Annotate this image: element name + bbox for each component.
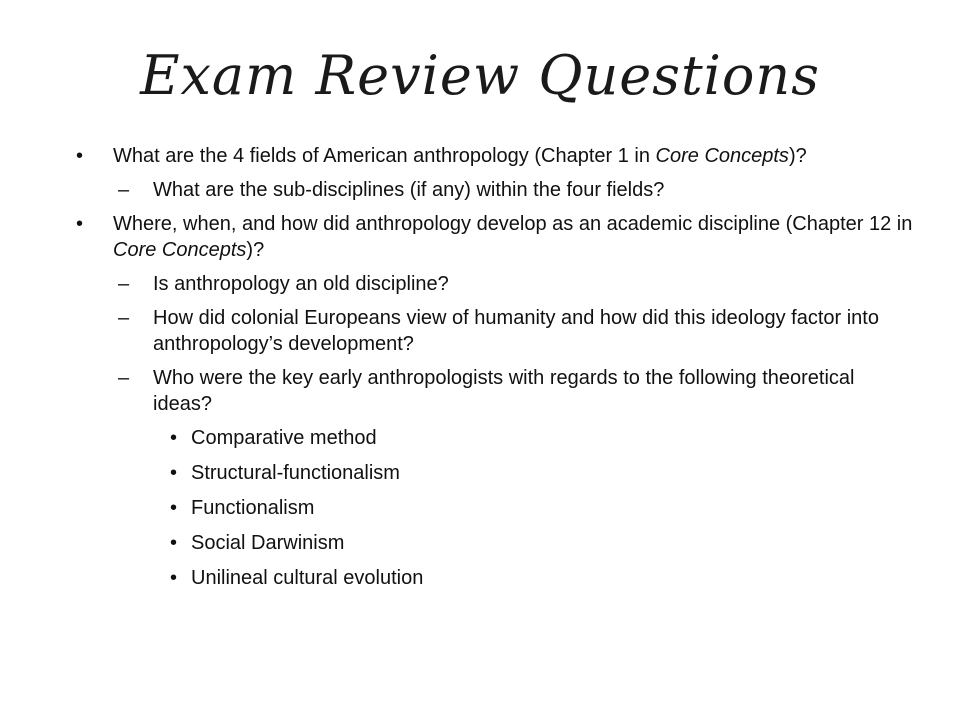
theory-text: Structural-functionalism (191, 462, 400, 484)
theory-text: Comparative method (191, 427, 377, 449)
subquestion-text: Is anthropology an old discipline? (153, 273, 449, 295)
subquestion-text: What are the sub-disciplines (if any) within the four fields? (153, 179, 665, 201)
question-text: Where, when, and how did anthropology develop as an academic discipline (Chapter 12 in Core Concepts)? (113, 213, 913, 261)
bullet-marker: • (170, 567, 178, 589)
dash-marker: – (118, 273, 130, 295)
theory-text: Functionalism (191, 497, 315, 519)
bullet-marker: • (170, 427, 178, 449)
bullet-marker: • (170, 497, 178, 519)
bullet-marker: • (76, 145, 84, 167)
question-development (76, 211, 916, 263)
subquestion-text: Who were the key early anthropologists with regards to the following theoretical ideas? (153, 367, 855, 415)
bullet-marker: • (76, 213, 84, 235)
subquestion-old-discipline (76, 271, 916, 297)
subquestion-text: How did colonial Europeans view of humanity and how did this ideology factor into anthropology’s development? (153, 307, 879, 355)
theory-item (76, 425, 916, 451)
theory-text: Social Darwinism (191, 532, 345, 554)
dash-marker: – (118, 367, 130, 389)
theory-item (76, 565, 916, 591)
slide-title: Exam Review Questions (140, 44, 820, 107)
theory-item (76, 460, 916, 486)
bullet-list (76, 143, 916, 600)
theory-item (76, 495, 916, 521)
subquestion-key-anthropologists (76, 365, 916, 417)
dash-marker: – (118, 179, 130, 201)
theory-text: Unilineal cultural evolution (191, 567, 424, 589)
question-text: What are the 4 fields of American anthropology (Chapter 1 in Core Concepts)? (113, 145, 807, 167)
theory-item (76, 530, 916, 556)
question-four-fields (76, 143, 916, 169)
bullet-marker: • (170, 532, 178, 554)
dash-marker: – (118, 307, 130, 329)
subquestion-subdisciplines (76, 177, 916, 203)
bullet-marker: • (170, 462, 178, 484)
subquestion-colonial-view (76, 305, 916, 357)
